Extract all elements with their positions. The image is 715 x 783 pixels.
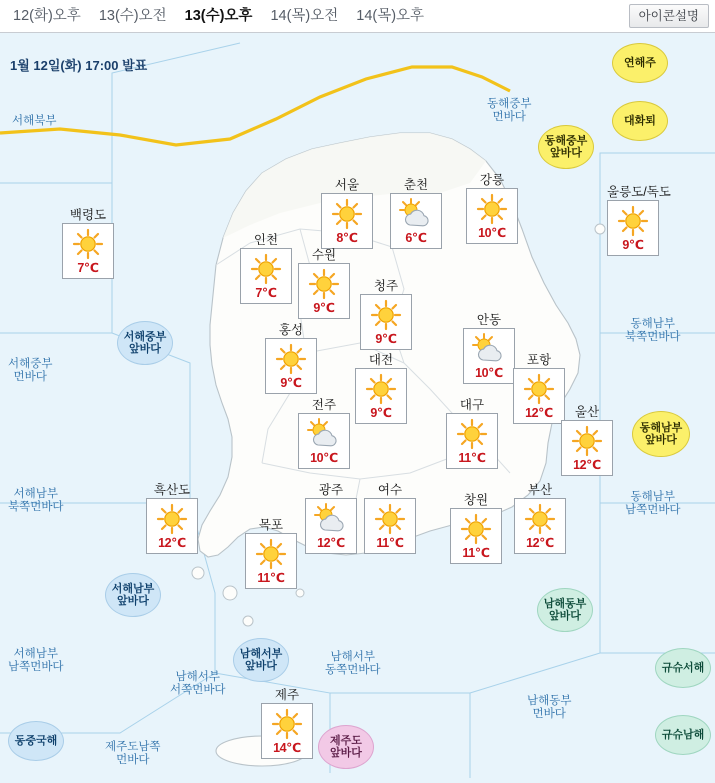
station-temperature: 9℃ (370, 406, 392, 420)
station-card[interactable] (305, 498, 357, 554)
station-temperature: 11℃ (257, 571, 285, 585)
station-temperature: 10℃ (478, 226, 506, 240)
station-4[interactable] (240, 233, 292, 304)
sea-zone-label-3: 동해남부 남쪽먼바다 (625, 491, 681, 516)
station-name: 홍성 (278, 323, 304, 337)
station-temperature: 14℃ (273, 741, 301, 755)
sea-zone-bubble-label: 동해남부 앞바다 (639, 422, 683, 446)
tab-13-pm[interactable]: 13(수)오후 (184, 8, 253, 24)
station-17[interactable] (364, 483, 416, 554)
station-name: 인천 (253, 233, 279, 247)
station-card[interactable] (446, 413, 498, 469)
station-9[interactable] (355, 353, 407, 424)
station-temperature: 9℃ (313, 301, 335, 315)
station-name: 춘천 (403, 178, 429, 192)
sea-zone-bubble-5[interactable] (105, 573, 161, 617)
sea-zone-label-9: 남해동부 먼바다 (527, 695, 572, 720)
station-temperature: 9℃ (280, 376, 302, 390)
sea-zone-label-10: 제주도남쪽 먼바다 (105, 741, 161, 766)
sun-icon (363, 373, 399, 405)
tab-13-am[interactable]: 13(수)오전 (98, 8, 167, 24)
sea-zone-label-4: 서해중부 먼바다 (8, 358, 53, 383)
station-name: 목포 (258, 518, 284, 532)
sea-zone-label-2: 동해남부 북쪽먼바다 (625, 318, 681, 343)
station-card[interactable] (355, 368, 407, 424)
station-name: 여수 (377, 483, 403, 497)
sun-icon (248, 253, 284, 285)
sun-icon (70, 228, 106, 260)
sea-zone-label-0: 서해북부 (12, 115, 57, 127)
station-card[interactable] (513, 368, 565, 424)
station-card[interactable] (321, 193, 373, 249)
sea-zone-bubble-label: 남해서부 앞바다 (239, 648, 283, 672)
station-card[interactable] (466, 188, 518, 244)
sun-icon (569, 425, 605, 457)
station-15[interactable] (146, 483, 198, 554)
station-6[interactable] (360, 279, 412, 350)
station-name: 백령도 (69, 208, 107, 222)
sea-zone-bubble-6[interactable] (233, 638, 289, 682)
sun-icon (368, 299, 404, 331)
station-name: 울릉도/독도 (607, 185, 671, 199)
sun-icon (269, 708, 305, 740)
station-card[interactable] (240, 248, 292, 304)
station-0[interactable] (321, 178, 373, 249)
sun-icon (522, 503, 558, 535)
sea-zone-bubble-label: 서해남부 앞바다 (111, 583, 155, 607)
station-temperature: 10℃ (475, 366, 503, 380)
station-temperature: 9℃ (375, 332, 397, 346)
sea-zone-bubble-9[interactable] (655, 715, 711, 755)
sun-icon (454, 418, 490, 450)
station-18[interactable] (450, 493, 502, 564)
sea-zone-bubble-label: 규슈서해 (661, 662, 705, 674)
station-card[interactable] (298, 263, 350, 319)
station-card[interactable] (390, 193, 442, 249)
station-temperature: 11℃ (458, 451, 486, 465)
sun-icon (329, 198, 365, 230)
station-temperature: 12℃ (526, 536, 554, 550)
station-card[interactable] (245, 533, 297, 589)
sea-zone-label-6: 서해남부 남쪽먼바다 (8, 648, 64, 673)
station-name: 울산 (574, 405, 600, 419)
station-1[interactable] (390, 178, 442, 249)
station-temperature: 9℃ (622, 238, 644, 252)
station-name: 서울 (334, 178, 360, 192)
korea-weather-map (0, 33, 715, 783)
station-12[interactable] (561, 405, 613, 476)
sun-icon (521, 373, 557, 405)
station-name: 대구 (459, 398, 485, 412)
station-name: 광주 (318, 483, 344, 497)
sea-zone-bubble-1[interactable] (612, 101, 668, 141)
sun-cloud-icon (313, 503, 349, 535)
sun-icon (458, 513, 494, 545)
station-temperature: 12℃ (525, 406, 553, 420)
station-name: 제주 (274, 688, 300, 702)
weather-front-line (0, 67, 510, 145)
sea-zone-bubble-label: 규슈남해 (661, 729, 705, 741)
station-temperature: 12℃ (317, 536, 345, 550)
station-temperature: 10℃ (310, 451, 338, 465)
sea-zone-label-8: 남해서부 동쪽먼바다 (325, 651, 381, 676)
station-20[interactable] (607, 185, 671, 256)
station-card[interactable] (463, 328, 515, 384)
station-21[interactable] (261, 688, 313, 759)
station-8[interactable] (265, 323, 317, 394)
station-2[interactable] (466, 173, 518, 244)
sea-zone-bubble-8[interactable] (655, 648, 711, 688)
sun-icon (154, 503, 190, 535)
station-card[interactable] (360, 294, 412, 350)
station-name: 전주 (311, 398, 337, 412)
icon-legend-button[interactable]: 아이콘설명 (629, 4, 709, 28)
station-name: 대전 (368, 353, 394, 367)
sun-icon (474, 193, 510, 225)
tab-12-pm[interactable]: 12(화)오후 (13, 8, 81, 24)
station-name: 창원 (463, 493, 489, 507)
sun-cloud-icon (306, 418, 342, 450)
station-card[interactable] (514, 498, 566, 554)
station-10[interactable] (513, 353, 565, 424)
station-name: 포항 (526, 353, 552, 367)
issued-time-label: 1월 12일(화) 17:00 발표 (10, 58, 148, 73)
sea-zone-label-1: 동해중부 먼바다 (487, 98, 532, 123)
station-19[interactable] (245, 518, 297, 589)
station-name: 수원 (311, 248, 337, 262)
sun-icon (615, 205, 651, 237)
station-temperature: 6℃ (405, 231, 427, 245)
tab-14-am[interactable]: 14(목)오전 (270, 8, 339, 24)
sea-zone-bubble-4[interactable] (117, 321, 173, 365)
station-7[interactable] (463, 313, 515, 384)
sea-zone-bubble-10[interactable] (318, 725, 374, 769)
sea-zone-bubble-label: 서해중부 앞바다 (123, 331, 167, 355)
station-card[interactable] (450, 508, 502, 564)
sea-zone-bubble-label: 동중국해 (14, 735, 58, 747)
station-14[interactable] (514, 483, 566, 554)
sun-icon (372, 503, 408, 535)
station-card[interactable] (62, 223, 114, 279)
station-temperature: 7℃ (255, 286, 277, 300)
station-name: 안동 (476, 313, 502, 327)
sea-zone-bubble-0[interactable] (612, 43, 668, 83)
station-card[interactable] (146, 498, 198, 554)
station-name: 청주 (373, 279, 399, 293)
station-name: 흑산도 (153, 483, 191, 497)
station-card[interactable] (265, 338, 317, 394)
station-temperature: 11℃ (462, 546, 490, 560)
station-3[interactable] (62, 208, 114, 279)
sun-icon (306, 268, 342, 300)
station-11[interactable] (446, 398, 498, 469)
sun-cloud-icon (398, 198, 434, 230)
sea-zone-bubble-label: 제주도 앞바다 (330, 735, 362, 759)
sea-zone-label-7: 남해서부 서쪽먼바다 (170, 671, 226, 696)
station-13[interactable] (298, 398, 350, 469)
sea-zone-bubble-7[interactable] (537, 588, 593, 632)
sea-zone-label-5: 서해남부 북쪽먼바다 (8, 488, 64, 513)
sea-zone-bubble-label: 대화퇴 (624, 115, 656, 127)
station-16[interactable] (305, 483, 357, 554)
station-card[interactable] (364, 498, 416, 554)
station-name: 강릉 (479, 173, 505, 187)
station-card[interactable] (261, 703, 313, 759)
sea-zone-bubble-11[interactable] (8, 721, 64, 761)
sea-zone-bubble-3[interactable] (632, 411, 690, 457)
sea-zone-bubble-label: 연해주 (624, 57, 656, 69)
sea-zone-bubble-label: 남해동부 앞바다 (543, 598, 587, 622)
sun-cloud-icon (471, 333, 507, 365)
tab-14-pm[interactable]: 14(목)오후 (356, 8, 425, 24)
station-temperature: 7℃ (77, 261, 99, 275)
station-5[interactable] (298, 248, 350, 319)
sun-icon (273, 343, 309, 375)
sun-icon (253, 538, 289, 570)
forecast-time-tabbar (0, 0, 715, 33)
station-temperature: 12℃ (573, 458, 601, 472)
sea-zone-bubble-label: 동해중부 앞바다 (544, 135, 588, 159)
sea-zone-bubble-2[interactable] (538, 125, 594, 169)
station-card[interactable] (561, 420, 613, 476)
station-temperature: 12℃ (158, 536, 186, 550)
forecast-tabs (4, 0, 433, 32)
station-temperature: 8℃ (336, 231, 358, 245)
station-card[interactable] (607, 200, 659, 256)
station-temperature: 11℃ (376, 536, 404, 550)
station-card[interactable] (298, 413, 350, 469)
station-name: 부산 (527, 483, 553, 497)
